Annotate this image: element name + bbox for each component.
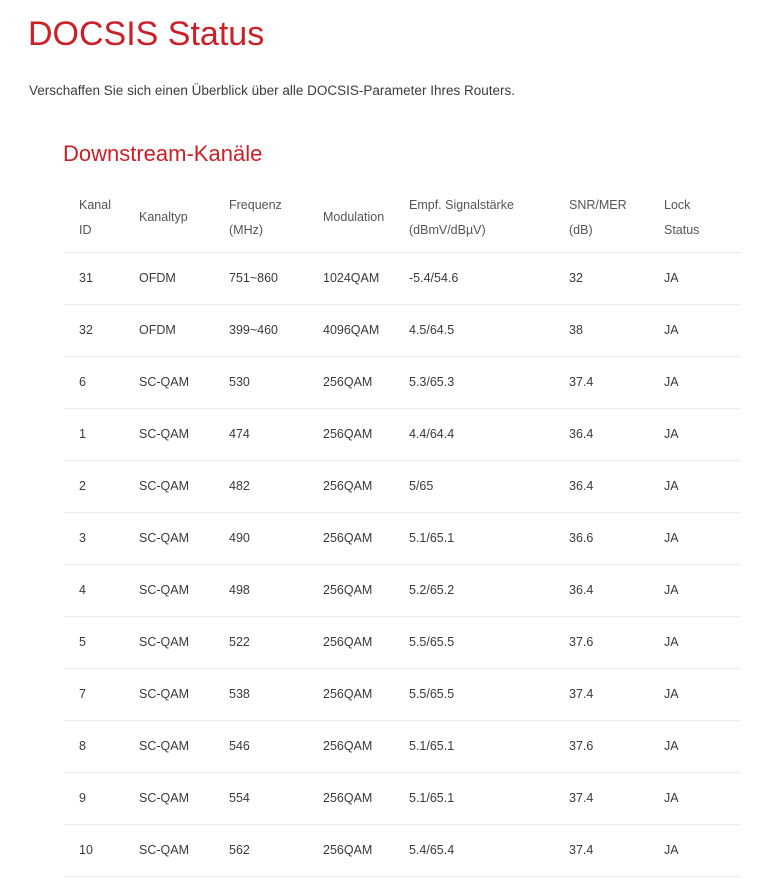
cell-lock-status: JA	[663, 304, 741, 356]
cell-channel-id: 8	[65, 720, 127, 772]
cell-frequency: 522	[227, 616, 323, 668]
table-row	[65, 408, 741, 460]
section-title-downstream: Downstream-Kanäle	[63, 141, 263, 166]
cell-power: 5.5/65.5	[409, 616, 568, 668]
cell-modulation: 256QAM	[323, 408, 409, 460]
cell-channel-id: 4	[65, 564, 127, 616]
cell-power: 5.1/65.1	[409, 772, 568, 824]
column-header-snr-line2: (dB)	[569, 222, 593, 237]
cell-channel-type: SC-QAM	[127, 460, 227, 512]
cell-power: 5.1/65.1	[409, 512, 568, 564]
cell-frequency: 554	[227, 772, 323, 824]
cell-modulation: 256QAM	[323, 616, 409, 668]
cell-lock-status: JA	[663, 616, 741, 668]
cell-power: 5/65	[409, 460, 568, 512]
cell-channel-id: 31	[65, 252, 127, 304]
column-header-channel-id-line1: Kanal	[79, 197, 111, 212]
cell-channel-type: SC-QAM	[127, 408, 227, 460]
cell-channel-type: SC-QAM	[127, 772, 227, 824]
page-title: DOCSIS Status	[28, 15, 265, 53]
cell-snr: 37.4	[568, 356, 663, 408]
cell-channel-id: 32	[65, 304, 127, 356]
table-row	[65, 512, 741, 564]
table-row	[65, 460, 741, 512]
cell-snr: 36.4	[568, 564, 663, 616]
column-header-channel-type	[127, 186, 227, 252]
cell-power: 5.5/65.5	[409, 668, 568, 720]
cell-power: 5.1/65.1	[409, 720, 568, 772]
cell-modulation: 256QAM	[323, 564, 409, 616]
page-description: Verschaffen Sie sich einen Überblick über alle DOCSIS-Parameter Ihres Routers.	[29, 83, 515, 98]
column-header-lock-line1: Lock	[664, 197, 691, 212]
cell-power: 4.4/64.4	[409, 408, 568, 460]
cell-channel-type: SC-QAM	[127, 616, 227, 668]
table-row	[65, 772, 741, 824]
cell-snr: 36.6	[568, 512, 663, 564]
column-header-channel-type-label: Kanaltyp	[139, 210, 188, 225]
table-header	[65, 186, 741, 252]
cell-modulation: 256QAM	[323, 512, 409, 564]
column-header-modulation-label: Modulation	[323, 210, 385, 225]
cell-frequency: 538	[227, 668, 323, 720]
cell-channel-type: SC-QAM	[127, 668, 227, 720]
cell-lock-status: JA	[663, 356, 741, 408]
cell-snr: 37.6	[568, 720, 663, 772]
cell-frequency: 482	[227, 460, 323, 512]
cell-frequency: 562	[227, 824, 323, 876]
column-header-frequency-line1: Frequenz	[229, 197, 282, 212]
downstream-table-container	[65, 186, 741, 877]
cell-channel-type: SC-QAM	[127, 720, 227, 772]
cell-modulation: 256QAM	[323, 356, 409, 408]
cell-channel-id: 6	[65, 356, 127, 408]
cell-frequency: 399~460	[227, 304, 323, 356]
column-header-power	[409, 186, 568, 252]
cell-frequency: 546	[227, 720, 323, 772]
cell-channel-type: SC-QAM	[127, 564, 227, 616]
cell-channel-type: SC-QAM	[127, 824, 227, 876]
cell-channel-id: 5	[65, 616, 127, 668]
cell-modulation: 1024QAM	[323, 252, 409, 304]
table-row	[65, 720, 741, 772]
column-header-frequency-line2: (MHz)	[229, 222, 264, 237]
column-header-power-line2: (dBmV/dBµV)	[409, 222, 486, 237]
cell-snr: 38	[568, 304, 663, 356]
cell-lock-status: JA	[663, 720, 741, 772]
cell-lock-status: JA	[663, 460, 741, 512]
column-header-modulation	[323, 186, 409, 252]
cell-lock-status: JA	[663, 512, 741, 564]
cell-frequency: 490	[227, 512, 323, 564]
cell-power: 5.4/65.4	[409, 824, 568, 876]
table-row	[65, 304, 741, 356]
table-row	[65, 252, 741, 304]
cell-modulation: 4096QAM	[323, 304, 409, 356]
table-body	[65, 252, 741, 876]
table-row	[65, 564, 741, 616]
downstream-channels-table	[65, 186, 741, 877]
cell-snr: 32	[568, 252, 663, 304]
cell-frequency: 530	[227, 356, 323, 408]
cell-power: 5.3/65.3	[409, 356, 568, 408]
cell-channel-type: OFDM	[127, 304, 227, 356]
table-row	[65, 356, 741, 408]
cell-modulation: 256QAM	[323, 460, 409, 512]
cell-lock-status: JA	[663, 668, 741, 720]
cell-lock-status: JA	[663, 408, 741, 460]
cell-channel-id: 9	[65, 772, 127, 824]
cell-frequency: 474	[227, 408, 323, 460]
column-header-lock-status	[663, 186, 741, 252]
column-header-power-line1: Empf. Signalstärke	[409, 197, 514, 212]
table-row	[65, 668, 741, 720]
cell-channel-id: 1	[65, 408, 127, 460]
cell-snr: 37.4	[568, 824, 663, 876]
table-header-row	[65, 186, 741, 252]
cell-snr: 37.6	[568, 616, 663, 668]
column-header-snr	[568, 186, 663, 252]
cell-snr: 36.4	[568, 408, 663, 460]
cell-channel-id: 3	[65, 512, 127, 564]
cell-channel-type: OFDM	[127, 252, 227, 304]
table-row	[65, 616, 741, 668]
table-row	[65, 824, 741, 876]
cell-frequency: 498	[227, 564, 323, 616]
cell-lock-status: JA	[663, 772, 741, 824]
cell-channel-id: 2	[65, 460, 127, 512]
column-header-channel-id-line2: ID	[79, 222, 92, 237]
cell-modulation: 256QAM	[323, 824, 409, 876]
cell-frequency: 751~860	[227, 252, 323, 304]
cell-snr: 36.4	[568, 460, 663, 512]
cell-channel-type: SC-QAM	[127, 512, 227, 564]
column-header-snr-line1: SNR/MER	[569, 197, 627, 212]
cell-modulation: 256QAM	[323, 668, 409, 720]
column-header-lock-line2: Status	[664, 222, 700, 237]
cell-power: -5.4/54.6	[409, 252, 568, 304]
cell-lock-status: JA	[663, 824, 741, 876]
cell-power: 4.5/64.5	[409, 304, 568, 356]
column-header-frequency	[227, 186, 323, 252]
cell-lock-status: JA	[663, 564, 741, 616]
cell-modulation: 256QAM	[323, 720, 409, 772]
cell-modulation: 256QAM	[323, 772, 409, 824]
cell-snr: 37.4	[568, 772, 663, 824]
column-header-channel-id	[65, 186, 127, 252]
cell-snr: 37.4	[568, 668, 663, 720]
cell-lock-status: JA	[663, 252, 741, 304]
cell-channel-type: SC-QAM	[127, 356, 227, 408]
cell-channel-id: 10	[65, 824, 127, 876]
cell-channel-id: 7	[65, 668, 127, 720]
cell-power: 5.2/65.2	[409, 564, 568, 616]
